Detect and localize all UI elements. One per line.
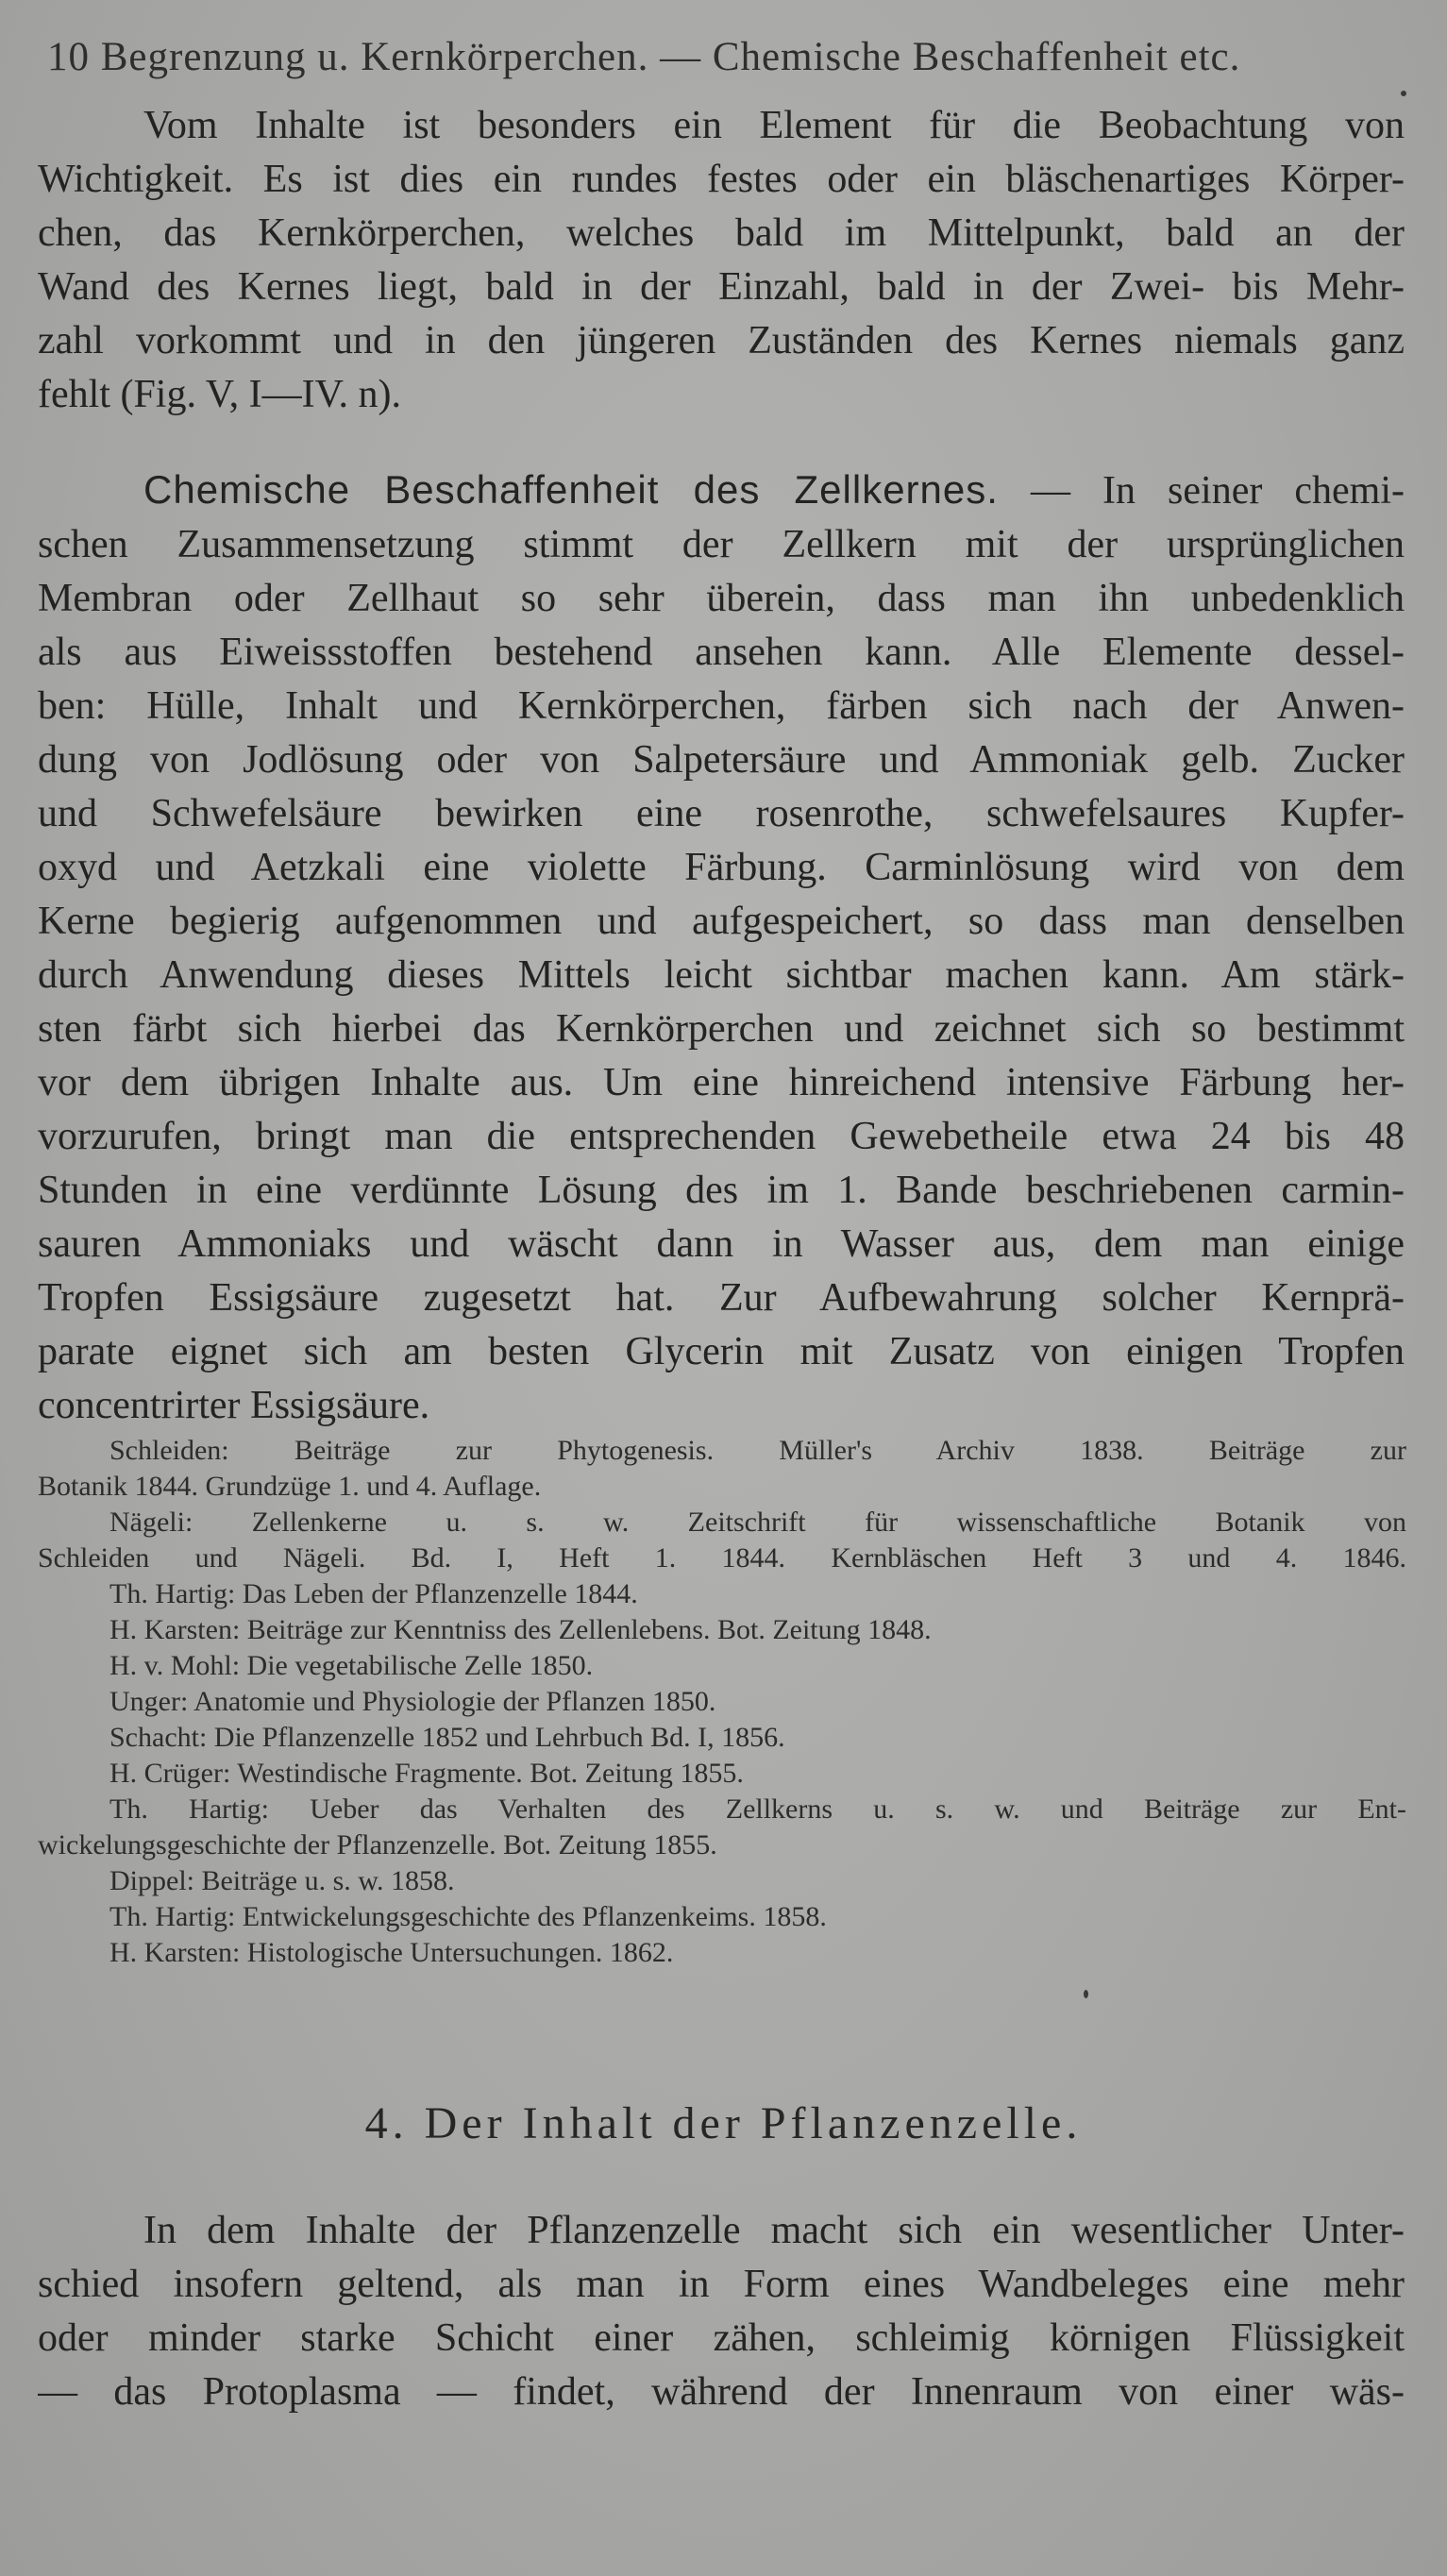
- text-line: [38, 463, 1405, 518]
- ink-speck: [1401, 91, 1406, 96]
- text-line: schen Zusammensetzung stimmt der Zellkern mit der ursprünglichen: [38, 523, 1405, 566]
- literature-references: [38, 1433, 1406, 1971]
- text-line: ben: Hülle, Inhalt und Kernkörperchen, färben sich nach der Anwen-: [38, 684, 1405, 728]
- ink-speck: [1084, 1990, 1088, 1998]
- paragraph-inhalt: [38, 2204, 1405, 2419]
- text-line: concentrirter Essigsäure.: [38, 1384, 430, 1427]
- text-line: parate eignet sich am besten Glycerin mit Zusatz von einigen Tropfen: [38, 1330, 1405, 1373]
- text-line: zahl vorkommt und in den jüngeren Zuständen des Kernes niemals ganz: [38, 319, 1405, 362]
- text-line: oder minder starke Schicht einer zähen, schleimig körnigen Flüssigkeit: [38, 2316, 1405, 2360]
- text-line: Wichtigkeit. Es ist dies ein rundes festes oder ein bläschenartiges Körper-: [38, 158, 1405, 201]
- text-line: sauren Ammoniaks und wäscht dann in Wasser aus, dem man einige: [38, 1222, 1405, 1266]
- reference-line: Unger: Anatomie und Physiologie der Pflanzen 1850.: [109, 1686, 716, 1717]
- reference-line: Schleiden: Beiträge zur Phytogenesis. Müller's Archiv 1838. Beiträge zur: [109, 1435, 1406, 1466]
- reference-line: Botanik 1844. Grundzüge 1. und 4. Auflage.: [38, 1471, 542, 1502]
- text-line: schied insofern geltend, als man in Form eines Wandbeleges eine mehr: [38, 2263, 1405, 2306]
- paragraph-kernkoerperchen: [38, 99, 1405, 422]
- text-line: Membran oder Zellhaut so sehr überein, dass man ihn unbedenklich: [38, 577, 1405, 620]
- text-line: vor dem übrigen Inhalte aus. Um eine hinreichend intensive Färbung her-: [38, 1061, 1405, 1104]
- text-line: Kerne begierig aufgenommen und aufgespeichert, so dass man denselben: [38, 900, 1405, 943]
- text-line: vorzurufen, bringt man die entsprechenden Gewebetheile etwa 24 bis 48: [38, 1115, 1405, 1158]
- reference-line: Nägeli: Zellenkerne u. s. w. Zeitschrift für wissenschaftliche Botanik von: [109, 1507, 1406, 1538]
- text-line: Stunden in eine verdünnte Lösung des im 1. Bande beschriebenen carmin-: [38, 1169, 1405, 1212]
- text-line: und Schwefelsäure bewirken eine rosenrothe, schwefelsaures Kupfer-: [38, 792, 1405, 835]
- reference-line: Schleiden und Nägeli. Bd. I, Heft 1. 1844. Kernbläschen Heft 3 und 4. 1846.: [38, 1542, 1406, 1574]
- text-line: chen, das Kernkörperchen, welches bald im Mittelpunkt, bald an der: [38, 211, 1405, 255]
- text-line-rest: — In seiner chemi-: [1030, 469, 1405, 513]
- reference-line: wickelungsgeschichte der Pflanzenzelle. Bot. Zeitung 1855.: [38, 1829, 717, 1860]
- section-title: 4. Der Inhalt der Pflanzenzelle.: [364, 2098, 1083, 2148]
- reference-line: Th. Hartig: Ueber das Verhalten des Zellkerns u. s. w. und Beiträge zur Ent-: [109, 1793, 1406, 1825]
- paragraph-chemische-beschaffenheit: [38, 463, 1405, 1433]
- text-line: dung von Jodlösung oder von Salpetersäure und Ammoniak gelb. Zucker: [38, 738, 1405, 782]
- text-line: sten färbt sich hierbei das Kernkörperchen und zeichnet sich so bestimmt: [38, 1007, 1405, 1051]
- reference-line: H. v. Mohl: Die vegetabilische Zelle 1850.: [109, 1650, 594, 1681]
- paragraph-heading: Chemische Beschaffenheit des Zellkernes.: [143, 467, 999, 512]
- reference-line: H. Karsten: Histologische Untersuchungen. 1862.: [109, 1937, 674, 1968]
- reference-line: Schacht: Die Pflanzenzelle 1852 und Lehrbuch Bd. I, 1856.: [109, 1722, 785, 1753]
- running-head: 10 Begrenzung u. Kernkörperchen. — Chemische Beschaffenheit etc.: [47, 35, 1241, 79]
- text-line: — das Protoplasma — findet, während der Innenraum von einer wäs-: [38, 2370, 1405, 2414]
- text-line: als aus Eiweissstoffen bestehend ansehen kann. Alle Elemente dessel-: [38, 631, 1405, 674]
- text-line: In dem Inhalte der Pflanzenzelle macht sich ein wesentlicher Unter-: [143, 2209, 1405, 2252]
- text-line: Wand des Kernes liegt, bald in der Einzahl, bald in der Zwei- bis Mehr-: [38, 265, 1405, 309]
- text-line: Vom Inhalte ist besonders ein Element für die Beobachtung von: [143, 104, 1405, 147]
- text-line: oxyd und Aetzkali eine violette Färbung. Carminlösung wird von dem: [38, 846, 1405, 889]
- reference-line: Th. Hartig: Das Leben der Pflanzenzelle 1844.: [109, 1578, 638, 1609]
- text-line: durch Anwendung dieses Mittels leicht sichtbar machen kann. Am stärk-: [38, 953, 1405, 997]
- text-line: fehlt (Fig. V, I—IV. n).: [38, 373, 402, 416]
- reference-line: H. Karsten: Beiträge zur Kenntniss des Zellenlebens. Bot. Zeitung 1848.: [109, 1614, 932, 1645]
- reference-line: Th. Hartig: Entwickelungsgeschichte des Pflanzenkeims. 1858.: [109, 1901, 827, 1932]
- reference-line: Dippel: Beiträge u. s. w. 1858.: [109, 1865, 455, 1896]
- reference-line: H. Crüger: Westindische Fragmente. Bot. Zeitung 1855.: [109, 1758, 744, 1789]
- text-line: Tropfen Essigsäure zugesetzt hat. Zur Aufbewahrung solcher Kernprä-: [38, 1276, 1405, 1320]
